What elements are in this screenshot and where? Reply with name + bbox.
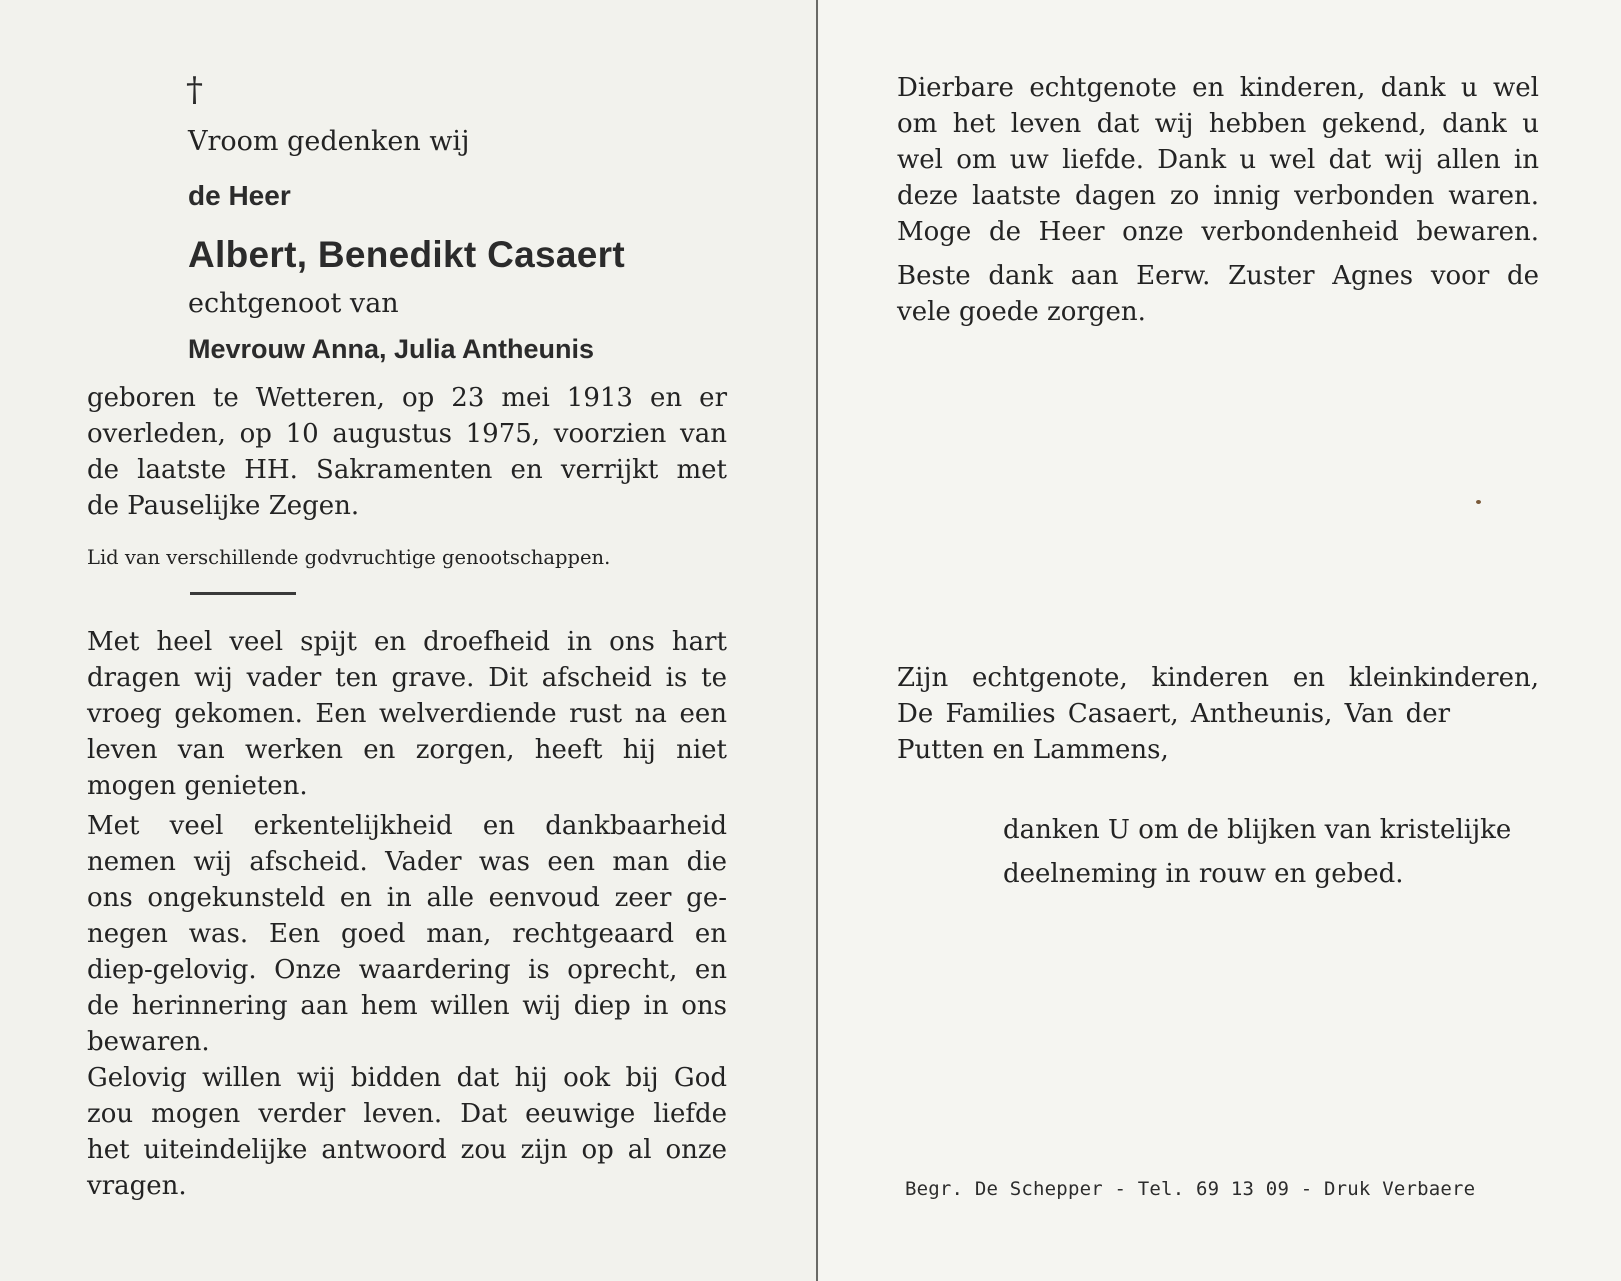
- text-line: deze laatste dagen zo innig verbonden waren.: [897, 181, 1539, 211]
- nurse-thanks-paragraph: [897, 258, 1539, 330]
- text-line: Gelovig willen wij bidden dat hij ook bij God: [87, 1063, 727, 1093]
- text-line: dragen wij vader ten grave. Dit afscheid is te: [87, 663, 727, 693]
- text-line: diep-gelovig. Onze waardering is oprecht, en: [87, 955, 727, 985]
- text-line: bewaren.: [87, 1027, 210, 1057]
- text-line: leven van werken en zorgen, heeft hij niet: [87, 735, 727, 765]
- membership-note: Lid van verschillende godvruchtige genootschappen.: [87, 546, 611, 569]
- text-line: Beste dank aan Eerw. Zuster Agnes voor de: [897, 261, 1539, 291]
- text-line: geboren te Wetteren, op 23 mei 1913 en er: [87, 383, 727, 413]
- text-line: Zijn echtgenote, kinderen en kleinkinderen,: [897, 663, 1539, 693]
- birth-death-paragraph: [87, 380, 727, 524]
- text-line: het uiteindelijke antwoord zou zijn op al onze: [87, 1135, 727, 1165]
- text-line: de laatste HH. Sakramenten en verrijkt met: [87, 455, 727, 485]
- text-line: Met heel veel spijt en droefheid in ons hart: [87, 627, 727, 657]
- cross-icon: †: [186, 70, 203, 110]
- text-line: ons ongekunsteld en in alle eenvoud zeer ge-: [87, 883, 727, 913]
- divider-rule: [190, 592, 296, 595]
- family-names: [897, 660, 1539, 768]
- text-line: Moge de Heer onze verbondenheid bewaren.: [897, 217, 1539, 247]
- fold-line: [816, 0, 818, 1281]
- text-line: mogen genieten.: [87, 771, 308, 801]
- family-thanks-paragraph: [897, 70, 1539, 250]
- text-line: overleden, op 10 augustus 1975, voorzien van: [87, 419, 727, 449]
- farewell-paragraph: [87, 624, 727, 804]
- text-line: danken U om de blijken van kristelijke: [1003, 815, 1512, 845]
- text-line: deelneming in rouw en gebed.: [1003, 859, 1404, 889]
- spouse-label: echtgenoot van: [188, 288, 399, 319]
- text-line: wel om uw liefde. Dank u wel dat wij allen in: [897, 145, 1539, 175]
- printer-credit: Begr. De Schepper - Tel. 69 13 09 - Druk Verbaere: [905, 1178, 1476, 1200]
- text-line: de Pauselijke Zegen.: [87, 491, 360, 521]
- text-line: de herinnering aan hem willen wij diep in ons: [87, 991, 727, 1021]
- text-line: Dierbare echtgenote en kinderen, dank u wel: [897, 73, 1539, 103]
- condolence-thanks: [1003, 808, 1511, 896]
- text-line: vroeg gekomen. Een welverdiende rust na een: [87, 699, 727, 729]
- paper-speck: [1476, 500, 1481, 504]
- gratitude-paragraph: [87, 808, 727, 1060]
- spouse-name: Mevrouw Anna, Julia Antheunis: [188, 334, 595, 364]
- deceased-name: Albert, Benedikt Casaert: [188, 234, 625, 275]
- text-line: zou mogen verder leven. Dat eeuwige liefde: [87, 1099, 727, 1129]
- text-line: vragen.: [87, 1171, 187, 1201]
- text-line: Putten en Lammens,: [897, 735, 1169, 765]
- text-line: negen was. Een goed man, rechtgeaard en: [87, 919, 727, 949]
- text-line: vele goede zorgen.: [897, 297, 1146, 327]
- text-line: nemen wij afscheid. Vader was een man die: [87, 847, 727, 877]
- text-line: Met veel erkentelijkheid en dankbaarheid: [87, 811, 727, 841]
- text-line: om het leven dat wij hebben gekend, dank u: [897, 109, 1539, 139]
- honorific-title: de Heer: [188, 180, 291, 211]
- intro-text: Vroom gedenken wij: [188, 126, 470, 157]
- prayer-paragraph: [87, 1060, 727, 1204]
- text-line: De Families Casaert, Antheunis, Van der: [897, 699, 1451, 729]
